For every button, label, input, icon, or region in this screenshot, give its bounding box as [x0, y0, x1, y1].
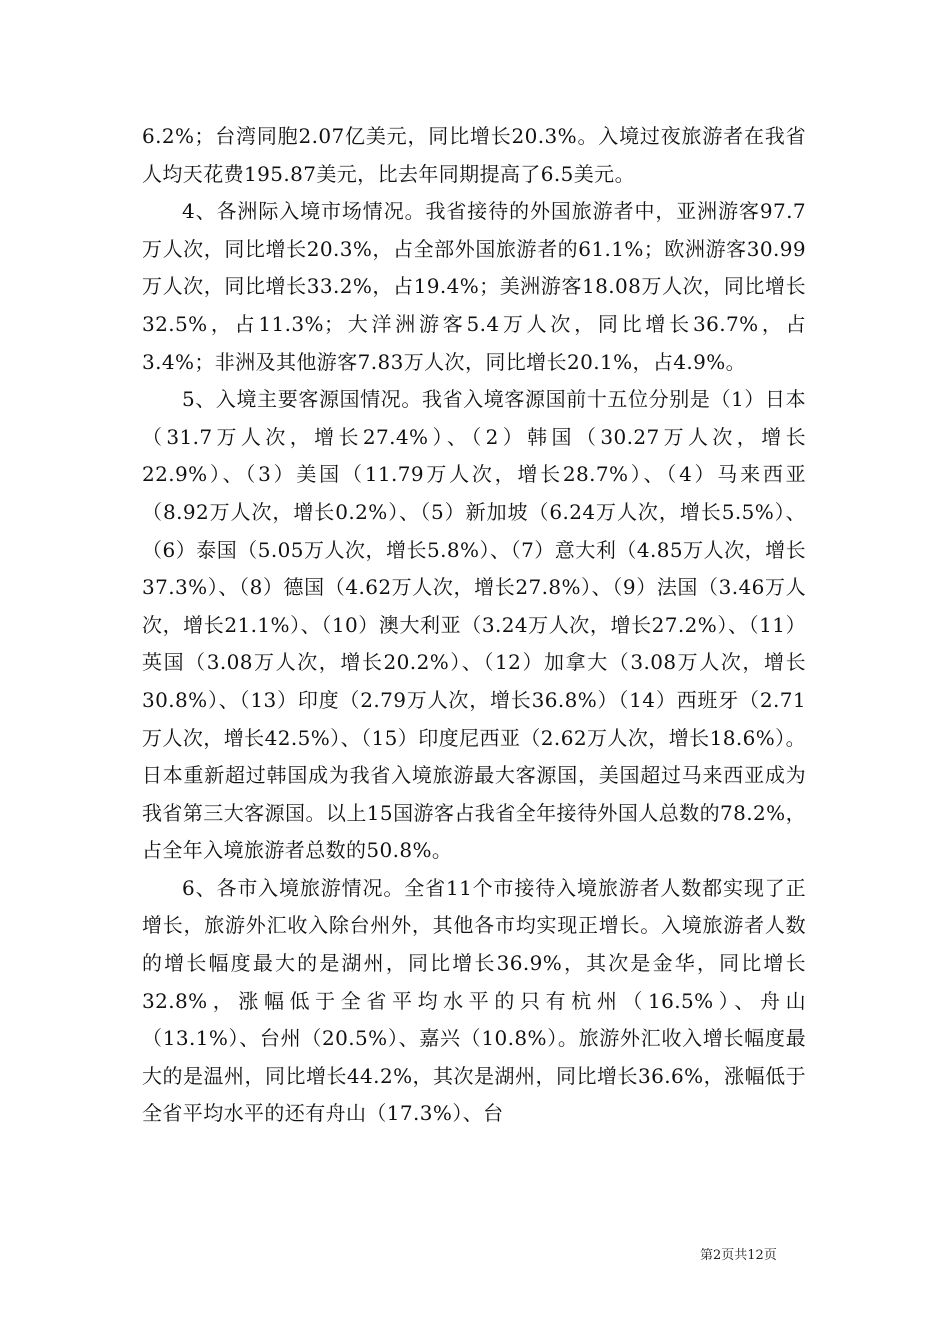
paragraph-continued: 6.2%；台湾同胞2.07亿美元，同比增长20.3%。入境过夜旅游者在我省人均天花费195.87美元，比去年同期提高了6.5美元。: [142, 124, 806, 186]
paragraph-city-tourism: 6、各市入境旅游情况。全省11个市接待入境旅游者人数都实现了正增长，旅游外汇收入除台州外，其他各市均实现正增长。入境旅游者人数的增长幅度最大的是湖州，同比增长36.9%，其次是金华，同比增长32.8%，涨幅低于全省平均水平的只有杭州（16.5%）、舟山（13.1%）、台州（20.5%）、嘉兴（10.8%）。旅游外汇收入增长幅度最大的是温州，同比增长44.2%，其次是湖州，同比增长36.6%，涨幅低于全省平均水平的还有舟山（17.3%）、台: [142, 875, 806, 1126]
paragraph-source-countries: 5、入境主要客源国情况。我省入境客源国前十五位分别是（1）日本（31.7万人次，增长27.4%）、（2）韩国（30.27万人次，增长22.9%）、（3）美国（11.79万人次，增长28.7%）、（4）马来西亚（8.92万人次，增长0.2%）、（5）新加坡（6.24万人次，增长5.5%）、（6）泰国（5.05万人次，增长5.8%）、（7）意大利（4.85万人次，增长37.3%）、（8）德国（4.62万人次，增长27.8%）、（9）法国（3.46万人次，增长21.1%）、（10）澳大利亚（3.24万人次，增长27.2%）、（11）英国（3.08万人次，增长20.2%）、（12）加拿大（3.08万人次，增长30.8%）、（13）印度（2.79万人次，增长36.8%）（14）西班牙（2.71万人次，增长42.5%）、（15）印度尼西亚（2.62万人次，增长18.6%）。日本重新超过韩国成为我省入境旅游最大客源国，美国超过马来西亚成为我省第三大客源国。以上15国游客占我省全年接待外国人总数的78.2%，占全年入境旅游者总数的50.8%。: [142, 387, 806, 863]
paragraph-continental-markets: 4、各洲际入境市场情况。我省接待的外国旅游者中，亚洲游客97.7万人次，同比增长20.3%，占全部外国旅游者的61.1%；欧洲游客30.99万人次，同比增长33.2%，占19.4%；美洲游客18.08万人次，同比增长32.5%，占11.3%；大洋洲游客5.4万人次，同比增长36.7%，占3.4%；非洲及其他游客7.83万人次，同比增长20.1%，占4.9%。: [142, 199, 806, 374]
page-number: 第2页共12页: [700, 1248, 777, 1263]
body-text: [142, 118, 806, 1133]
